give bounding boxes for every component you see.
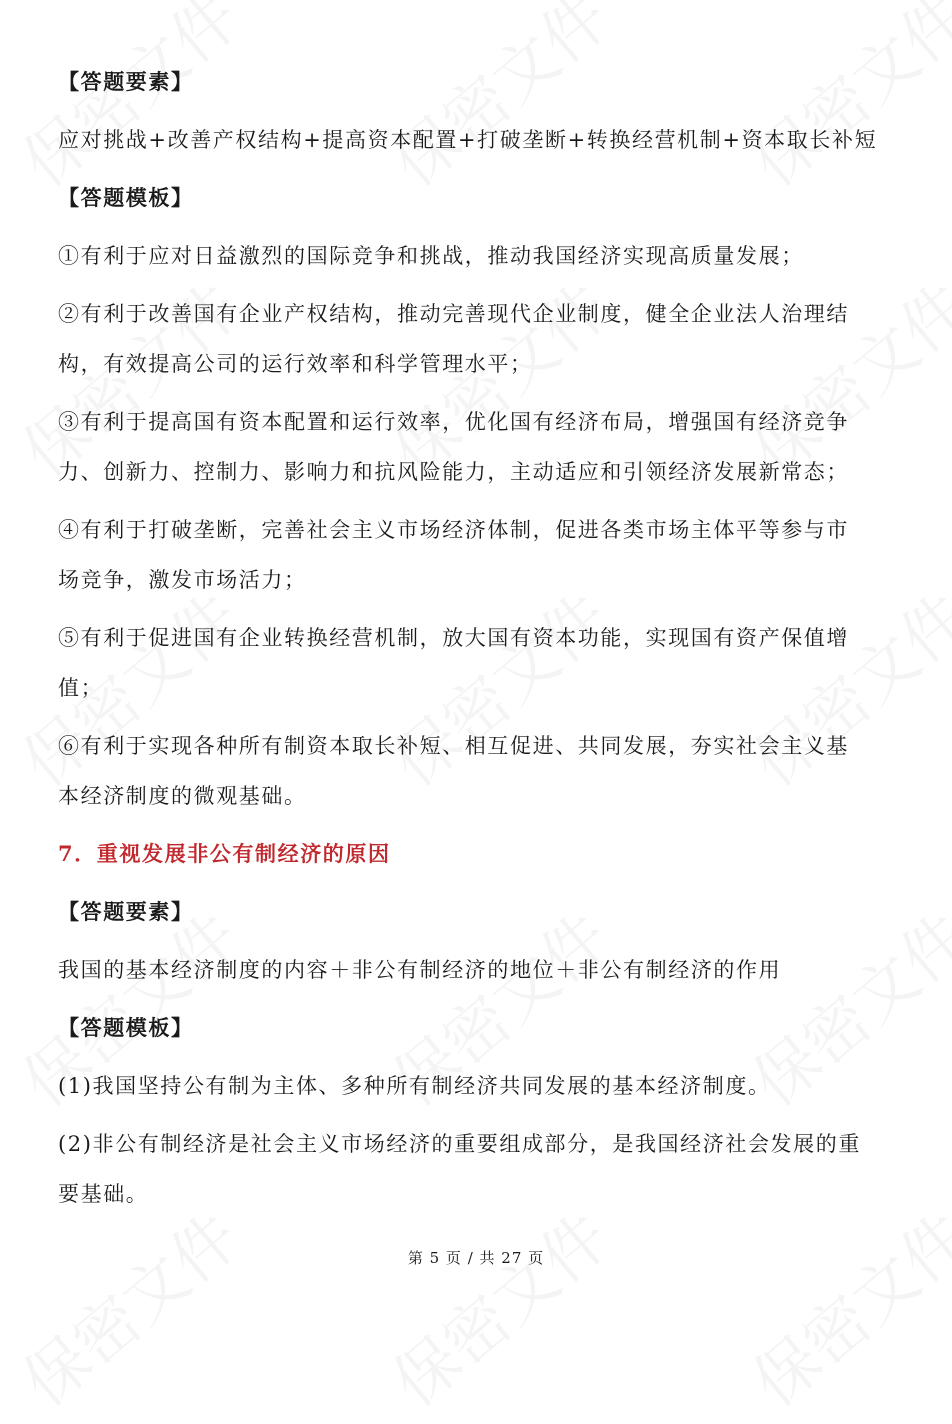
- paragraph-line: 构，有效提高公司的运行效率和科学管理水平；: [58, 352, 533, 376]
- paragraph-line: ③有利于提高国有资本配置和运行效率，优化国有经济布局，增强国有经济竞争: [58, 410, 849, 434]
- paragraph-line: 力、创新力、控制力、影响力和抗风险能力，主动适应和引领经济发展新常态；: [58, 460, 849, 484]
- watermark-text: [370, 1188, 625, 1423]
- watermark-text: [730, 1188, 952, 1423]
- paragraph-line: 场竞争，激发市场活力；: [58, 568, 307, 592]
- section-label: 【答题模板】: [58, 1015, 194, 1040]
- watermark-text: [730, 568, 952, 803]
- page-footer: 第 5 页 / 共 27 页: [407, 1249, 545, 1267]
- section-heading: 7．重视发展非公有制经济的原因: [58, 841, 391, 866]
- section-label: 【答题模板】: [58, 185, 194, 210]
- paragraph-line: 要基础。: [58, 1182, 149, 1206]
- watermark-text: [730, 0, 952, 204]
- watermark-text: [0, 0, 255, 204]
- paragraph-line: 我国的基本经济制度的内容＋非公有制经济的地位＋非公有制经济的作用: [58, 958, 782, 982]
- watermark-text: [370, 0, 625, 204]
- paragraph-line: 值；: [58, 676, 104, 700]
- section-label: 【答题要素】: [58, 899, 194, 924]
- section-label: 【答题要素】: [58, 69, 194, 94]
- paragraph-line: 应对挑战+改善产权结构+提高资本配置+打破垄断+转换经营机制+资本取长补短: [58, 128, 878, 152]
- paragraph-line: (1)我国坚持公有制为主体、多种所有制经济共同发展的基本经济制度。: [58, 1074, 771, 1098]
- watermark-text: [370, 568, 625, 803]
- paragraph-line: (2)非公有制经济是社会主义市场经济的重要组成部分，是我国经济社会发展的重: [58, 1132, 861, 1156]
- watermark-text: [0, 1188, 255, 1423]
- paragraph-line: ⑤有利于促进国有企业转换经营机制，放大国有资本功能，实现国有资产保值增: [58, 626, 849, 650]
- paragraph-line: ②有利于改善国有企业产权结构，推动完善现代企业制度，健全企业法人治理结: [58, 302, 849, 326]
- watermark-text: [0, 568, 255, 803]
- paragraph-line: ⑥有利于实现各种所有制资本取长补短、相互促进、共同发展，夯实社会主义基: [58, 734, 849, 758]
- paragraph-line: ④有利于打破垄断，完善社会主义市场经济体制，促进各类市场主体平等参与市: [58, 518, 849, 542]
- paragraph-line: ①有利于应对日益激烈的国际竞争和挑战，推动我国经济实现高质量发展；: [58, 244, 804, 268]
- paragraph-line: 本经济制度的微观基础。: [58, 784, 307, 808]
